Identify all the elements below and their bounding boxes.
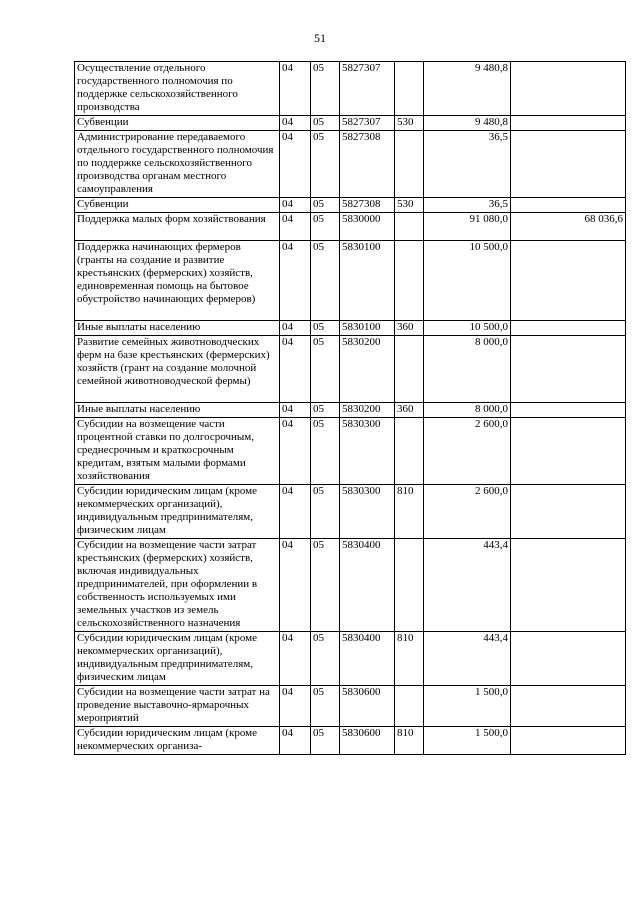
row-amount-subvention-cell — [511, 131, 626, 198]
row-target-article-cell: 5827307 — [340, 116, 395, 131]
row-section-cell: 04 — [280, 131, 311, 198]
row-expense-type-cell — [395, 131, 424, 198]
row-amount-subvention-cell — [511, 62, 626, 116]
row-amount-cell: 2 600,0 — [424, 418, 511, 485]
row-section-cell: 04 — [280, 539, 311, 632]
row-section-cell: 04 — [280, 116, 311, 131]
row-expense-type-cell: 810 — [395, 632, 424, 686]
row-target-article-cell: 5830400 — [340, 632, 395, 686]
table-row — [75, 116, 626, 131]
row-subsection-cell: 05 — [311, 403, 340, 418]
row-section-cell: 04 — [280, 632, 311, 686]
row-amount-cell: 36,5 — [424, 131, 511, 198]
row-name-cell: Иные выплаты населению — [75, 321, 280, 336]
row-section-cell: 04 — [280, 62, 311, 116]
row-amount-subvention-cell — [511, 336, 626, 403]
row-name-cell: Иные выплаты населению — [75, 403, 280, 418]
table-row — [75, 539, 626, 632]
row-expense-type-cell: 360 — [395, 403, 424, 418]
row-name-cell: Субсидии на возмещение части затрат на проведение выставочно-ярмарочных мероприятий — [75, 686, 280, 727]
table-row — [75, 131, 626, 198]
row-subsection-cell: 05 — [311, 131, 340, 198]
table-row — [75, 321, 626, 336]
row-name-cell: Развитие семейных животноводческих ферм на базе крестьянских (фермерских) хозяйств (грант на создание молочной семейной животноводческой фермы) — [75, 336, 280, 403]
row-name-cell: Субвенции — [75, 198, 280, 213]
row-target-article-cell: 5827308 — [340, 131, 395, 198]
row-expense-type-cell: 530 — [395, 198, 424, 213]
row-target-article-cell: 5830300 — [340, 418, 395, 485]
row-section-cell: 04 — [280, 321, 311, 336]
table-row — [75, 727, 626, 755]
row-subsection-cell: 05 — [311, 632, 340, 686]
row-expense-type-cell: 810 — [395, 727, 424, 755]
row-section-cell: 04 — [280, 198, 311, 213]
row-target-article-cell: 5830200 — [340, 403, 395, 418]
row-section-cell: 04 — [280, 213, 311, 241]
row-expense-type-cell — [395, 62, 424, 116]
row-amount-cell: 10 500,0 — [424, 241, 511, 321]
row-amount-cell: 91 080,0 — [424, 213, 511, 241]
row-subsection-cell: 05 — [311, 686, 340, 727]
row-target-article-cell: 5827308 — [340, 198, 395, 213]
row-amount-subvention-cell — [511, 321, 626, 336]
row-expense-type-cell — [395, 213, 424, 241]
row-expense-type-cell — [395, 336, 424, 403]
row-subsection-cell: 05 — [311, 336, 340, 403]
table-row — [75, 336, 626, 403]
row-name-cell: Поддержка начинающих фермеров (гранты на создание и развитие крестьянских (фермерских) хозяйств, единовременная помощь на бытовое обустройство начинающих фермеров) — [75, 241, 280, 321]
row-section-cell: 04 — [280, 403, 311, 418]
row-name-cell: Субсидии юридическим лицам (кроме некоммерческих организа- — [75, 727, 280, 755]
row-subsection-cell: 05 — [311, 321, 340, 336]
row-subsection-cell: 05 — [311, 539, 340, 632]
table-row — [75, 686, 626, 727]
row-amount-cell: 8 000,0 — [424, 336, 511, 403]
row-section-cell: 04 — [280, 485, 311, 539]
table-row — [75, 485, 626, 539]
row-subsection-cell: 05 — [311, 213, 340, 241]
row-target-article-cell: 5830100 — [340, 321, 395, 336]
row-name-cell: Субсидии юридическим лицам (кроме некоммерческих организаций), индивидуальным предпринимателям, физическим лицам — [75, 632, 280, 686]
page-number: 51 — [314, 31, 326, 45]
row-target-article-cell: 5830200 — [340, 336, 395, 403]
row-amount-cell: 443,4 — [424, 632, 511, 686]
row-amount-cell: 2 600,0 — [424, 485, 511, 539]
row-expense-type-cell — [395, 686, 424, 727]
row-expense-type-cell — [395, 539, 424, 632]
row-target-article-cell: 5830400 — [340, 539, 395, 632]
row-name-cell: Субсидии юридическим лицам (кроме некоммерческих организаций), индивидуальным предпринимателям, физическим лицам — [75, 485, 280, 539]
row-amount-cell: 443,4 — [424, 539, 511, 632]
row-expense-type-cell — [395, 241, 424, 321]
row-target-article-cell: 5830000 — [340, 213, 395, 241]
row-subsection-cell: 05 — [311, 62, 340, 116]
row-target-article-cell: 5830300 — [340, 485, 395, 539]
row-target-article-cell: 5830600 — [340, 686, 395, 727]
table-row — [75, 241, 626, 321]
row-subsection-cell: 05 — [311, 241, 340, 321]
row-name-cell: Поддержка малых форм хозяйствования — [75, 213, 280, 241]
row-subsection-cell: 05 — [311, 418, 340, 485]
row-expense-type-cell: 530 — [395, 116, 424, 131]
row-amount-cell: 8 000,0 — [424, 403, 511, 418]
row-amount-cell: 9 480,8 — [424, 62, 511, 116]
table-row — [75, 198, 626, 213]
row-amount-subvention-cell: 68 036,6 — [511, 213, 626, 241]
row-name-cell: Субсидии на возмещение части затрат крестьянских (фермерских) хозяйств, включая индивидуальных предпринимателей, при оформлении в собственность используемых ими земельных участков из земель сельскохозяйственного назначения — [75, 539, 280, 632]
table-row — [75, 403, 626, 418]
row-subsection-cell: 05 — [311, 485, 340, 539]
row-amount-subvention-cell — [511, 198, 626, 213]
row-amount-subvention-cell — [511, 539, 626, 632]
budget-table — [74, 61, 626, 755]
table-row — [75, 632, 626, 686]
row-section-cell: 04 — [280, 336, 311, 403]
row-name-cell: Администрирование передаваемого отдельного государственного полномочия по поддержке сельскохозяйственного производства органам местного самоуправления — [75, 131, 280, 198]
row-subsection-cell: 05 — [311, 727, 340, 755]
row-amount-subvention-cell — [511, 116, 626, 131]
row-name-cell: Субвенции — [75, 116, 280, 131]
row-name-cell: Субсидии на возмещение части процентной ставки по долгосрочным, среднесрочным и краткосрочным кредитам, взятым малыми формами хозяйствования — [75, 418, 280, 485]
row-expense-type-cell — [395, 418, 424, 485]
row-section-cell: 04 — [280, 686, 311, 727]
row-amount-subvention-cell — [511, 485, 626, 539]
table-body — [75, 62, 626, 755]
table-row — [75, 62, 626, 116]
row-amount-subvention-cell — [511, 686, 626, 727]
row-amount-cell: 10 500,0 — [424, 321, 511, 336]
row-target-article-cell: 5830100 — [340, 241, 395, 321]
row-amount-subvention-cell — [511, 632, 626, 686]
row-subsection-cell: 05 — [311, 116, 340, 131]
row-amount-cell: 1 500,0 — [424, 727, 511, 755]
row-target-article-cell: 5830600 — [340, 727, 395, 755]
row-name-cell: Осуществление отдельного государственного полномочия по поддержке сельскохозяйственного производства — [75, 62, 280, 116]
row-amount-subvention-cell — [511, 241, 626, 321]
row-subsection-cell: 05 — [311, 198, 340, 213]
row-target-article-cell: 5827307 — [340, 62, 395, 116]
row-amount-subvention-cell — [511, 727, 626, 755]
row-section-cell: 04 — [280, 418, 311, 485]
row-expense-type-cell: 360 — [395, 321, 424, 336]
row-amount-cell: 1 500,0 — [424, 686, 511, 727]
row-section-cell: 04 — [280, 727, 311, 755]
row-expense-type-cell: 810 — [395, 485, 424, 539]
row-section-cell: 04 — [280, 241, 311, 321]
row-amount-subvention-cell — [511, 403, 626, 418]
row-amount-subvention-cell — [511, 418, 626, 485]
table-row — [75, 418, 626, 485]
row-amount-cell: 36,5 — [424, 198, 511, 213]
row-amount-cell: 9 480,8 — [424, 116, 511, 131]
table-row — [75, 213, 626, 241]
